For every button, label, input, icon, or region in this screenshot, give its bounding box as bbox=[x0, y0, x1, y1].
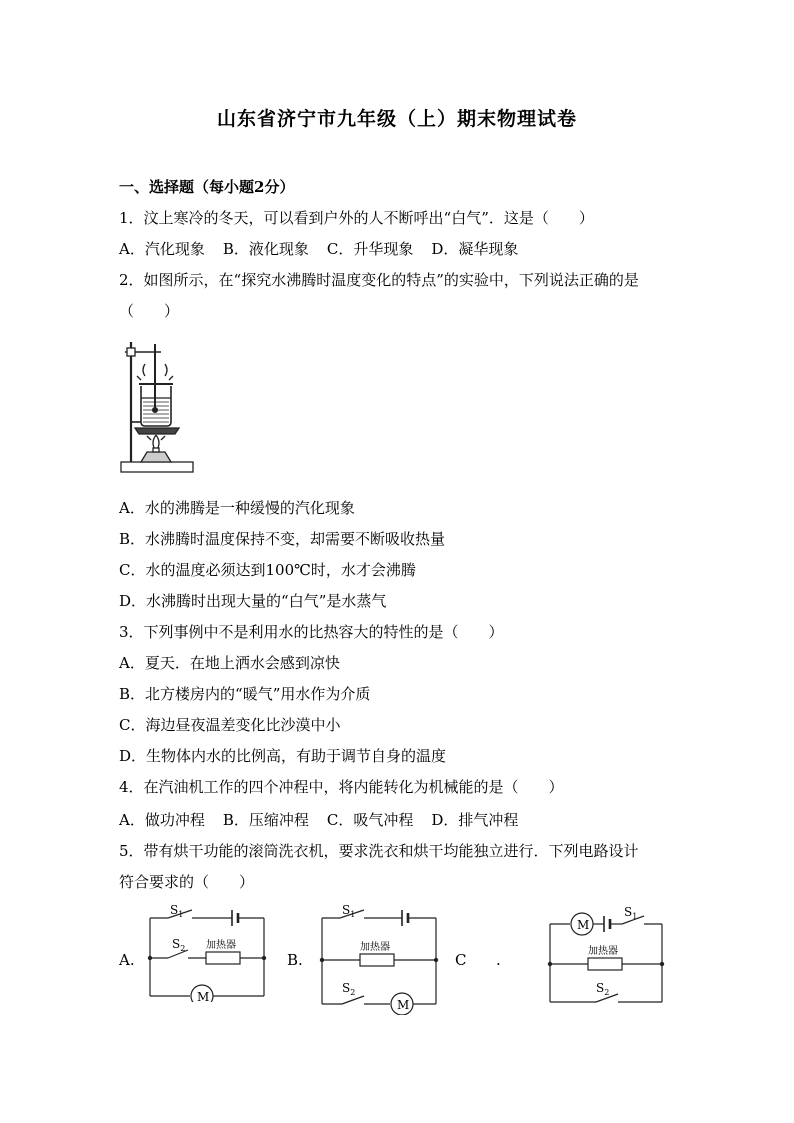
circuit-c-s2-label: $S_2$ bbox=[596, 981, 610, 997]
q1-options bbox=[119, 238, 536, 259]
circuit-a-s1-label: $S_1$ bbox=[170, 903, 184, 919]
page-title: 山东省济宁市九年级（上）期末物理试卷 bbox=[216, 108, 577, 130]
q2-stem-paren: （ ） bbox=[119, 302, 180, 320]
section-heading: 一、选择题（每小题2分） bbox=[119, 178, 295, 196]
circuit-a-motor-label: M bbox=[197, 990, 210, 1002]
circuit-c bbox=[540, 902, 674, 1010]
circuit-c-motor-label: M bbox=[577, 918, 590, 932]
q1-option-a: A．汽化现象 bbox=[119, 240, 205, 258]
q1-option-c: C．升华现象 bbox=[326, 240, 414, 258]
q3-option-b: B．北方楼房内的“暖气”用水作为介质 bbox=[119, 685, 371, 703]
q4-options bbox=[119, 809, 536, 830]
q4-option-d: D．排气冲程 bbox=[431, 811, 519, 829]
q5-stem: 5．带有烘干功能的滚筒洗衣机，要求洗衣和烘干均能独立进行．下列电路设计 bbox=[119, 842, 639, 860]
circuit-b-heater-label: 加热器 bbox=[360, 942, 390, 953]
q2-option-b: B．水沸腾时温度保持不变，却需要不断吸收热量 bbox=[119, 530, 446, 548]
q4-option-c: C．吸气冲程 bbox=[326, 811, 414, 829]
circuit-b-s2-label: $S_2$ bbox=[342, 981, 356, 997]
q2-stem: 2．如图所示，在“探究水沸腾时温度变化的特点”的实验中，下列说法正确的是 bbox=[119, 271, 639, 289]
circuit-c-heater-label: 加热器 bbox=[588, 946, 618, 957]
q1-option-d: D．凝华现象 bbox=[431, 240, 519, 258]
circuit-a bbox=[140, 900, 270, 1002]
circuit-a-heater-label: 加热器 bbox=[206, 940, 236, 951]
q1-stem: 1．汶上寒冷的冬天，可以看到户外的人不断呼出“白气”．这是（ ） bbox=[119, 209, 594, 227]
circuit-b bbox=[312, 900, 444, 1015]
q3-option-a: A．夏天．在地上洒水会感到凉快 bbox=[119, 654, 340, 672]
circuit-a-s2-label: $S_2$ bbox=[172, 937, 186, 953]
q3-option-c: C．海边昼夜温差变化比沙漠中小 bbox=[119, 716, 341, 734]
q4-stem: 4．在汽油机工作的四个冲程中，将内能转化为机械能的是（ ） bbox=[119, 778, 564, 796]
q5-option-a-label: A. bbox=[119, 951, 135, 969]
q1-option-b: B．液化现象 bbox=[222, 240, 309, 258]
q5-option-c-dot: . bbox=[496, 951, 501, 969]
q3-stem: 3．下列事例中不是利用水的比热容大的特性的是（ ） bbox=[119, 623, 504, 641]
boiling-apparatus-figure bbox=[117, 336, 199, 482]
q2-option-c: C．水的温度必须达到100℃时，水才会沸腾 bbox=[119, 561, 416, 579]
circuit-c-s1-label: $S_1$ bbox=[624, 905, 638, 921]
q2-option-d: D．水沸腾时出现大量的“白气”是水蒸气 bbox=[119, 592, 387, 610]
q5-option-b-label: B. bbox=[287, 951, 303, 969]
q5-stem-cont: 符合要求的（ ） bbox=[119, 873, 255, 891]
q4-option-b: B．压缩冲程 bbox=[222, 811, 309, 829]
circuit-b-motor-label: M bbox=[397, 998, 410, 1012]
q3-option-d: D．生物体内水的比例高，有助于调节自身的温度 bbox=[119, 747, 447, 765]
q2-option-a: A．水的沸腾是一种缓慢的汽化现象 bbox=[119, 499, 355, 517]
q4-option-a: A．做功冲程 bbox=[119, 811, 205, 829]
q5-option-c-label: C bbox=[455, 951, 467, 969]
circuit-b-s1-label: $S_1$ bbox=[342, 903, 356, 919]
